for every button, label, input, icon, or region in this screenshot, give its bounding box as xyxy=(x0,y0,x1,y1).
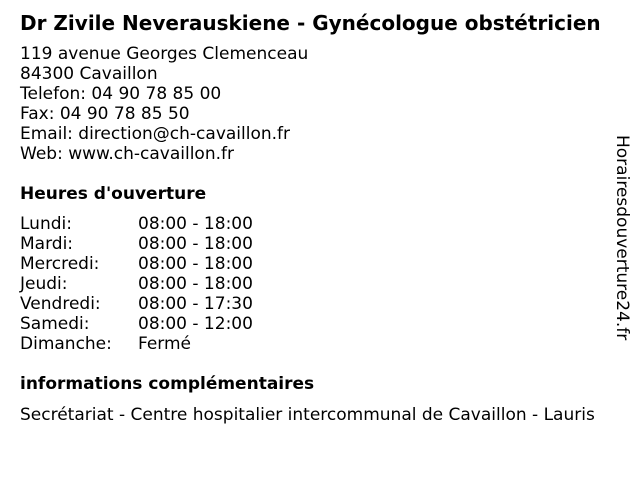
contact-block xyxy=(20,44,308,164)
hours-time: 08:00 - 18:00 xyxy=(138,214,253,234)
fax-line: Fax: 04 90 78 85 50 xyxy=(20,104,190,124)
hours-row xyxy=(20,214,253,234)
hours-time: Fermé xyxy=(138,334,192,354)
hours-row xyxy=(20,294,253,314)
hours-time: 08:00 - 18:00 xyxy=(138,254,253,274)
hours-time: 08:00 - 18:00 xyxy=(138,274,253,294)
hours-time: 08:00 - 18:00 xyxy=(138,234,253,254)
info-text: Secrétariat - Centre hospitalier intercommunal de Cavaillon - Lauris xyxy=(20,405,595,425)
hours-time: 08:00 - 12:00 xyxy=(138,314,253,334)
hours-day: Mercredi: xyxy=(20,254,100,274)
info-heading: informations complémentaires xyxy=(20,374,315,394)
hours-row xyxy=(20,234,253,254)
email-line: Email: direction@ch-cavaillon.fr xyxy=(20,124,291,144)
hours-day: Jeudi: xyxy=(20,274,68,294)
address-line-2: 84300 Cavaillon xyxy=(20,64,158,84)
web-line: Web: www.ch-cavaillon.fr xyxy=(20,144,234,164)
hours-day: Lundi: xyxy=(20,214,72,234)
hours-time: 08:00 - 17:30 xyxy=(138,294,253,314)
hours-row xyxy=(20,334,253,354)
hours-row xyxy=(20,314,253,334)
hours-day: Vendredi: xyxy=(20,294,101,314)
hours-day: Samedi: xyxy=(20,314,90,334)
phone-line: Telefon: 04 90 78 85 00 xyxy=(20,84,222,104)
hours-heading: Heures d'ouverture xyxy=(20,184,207,204)
hours-day: Mardi: xyxy=(20,234,74,254)
hours-row xyxy=(20,274,253,294)
hours-day: Dimanche: xyxy=(20,334,112,354)
address-line-1: 119 avenue Georges Clemenceau xyxy=(20,44,309,64)
hours-table xyxy=(20,214,253,354)
site-watermark: Horairesdouverture24.fr xyxy=(612,135,632,341)
page-title: Dr Zivile Neverauskiene - Gynécologue obstétricien xyxy=(20,11,601,35)
hours-row xyxy=(20,254,253,274)
